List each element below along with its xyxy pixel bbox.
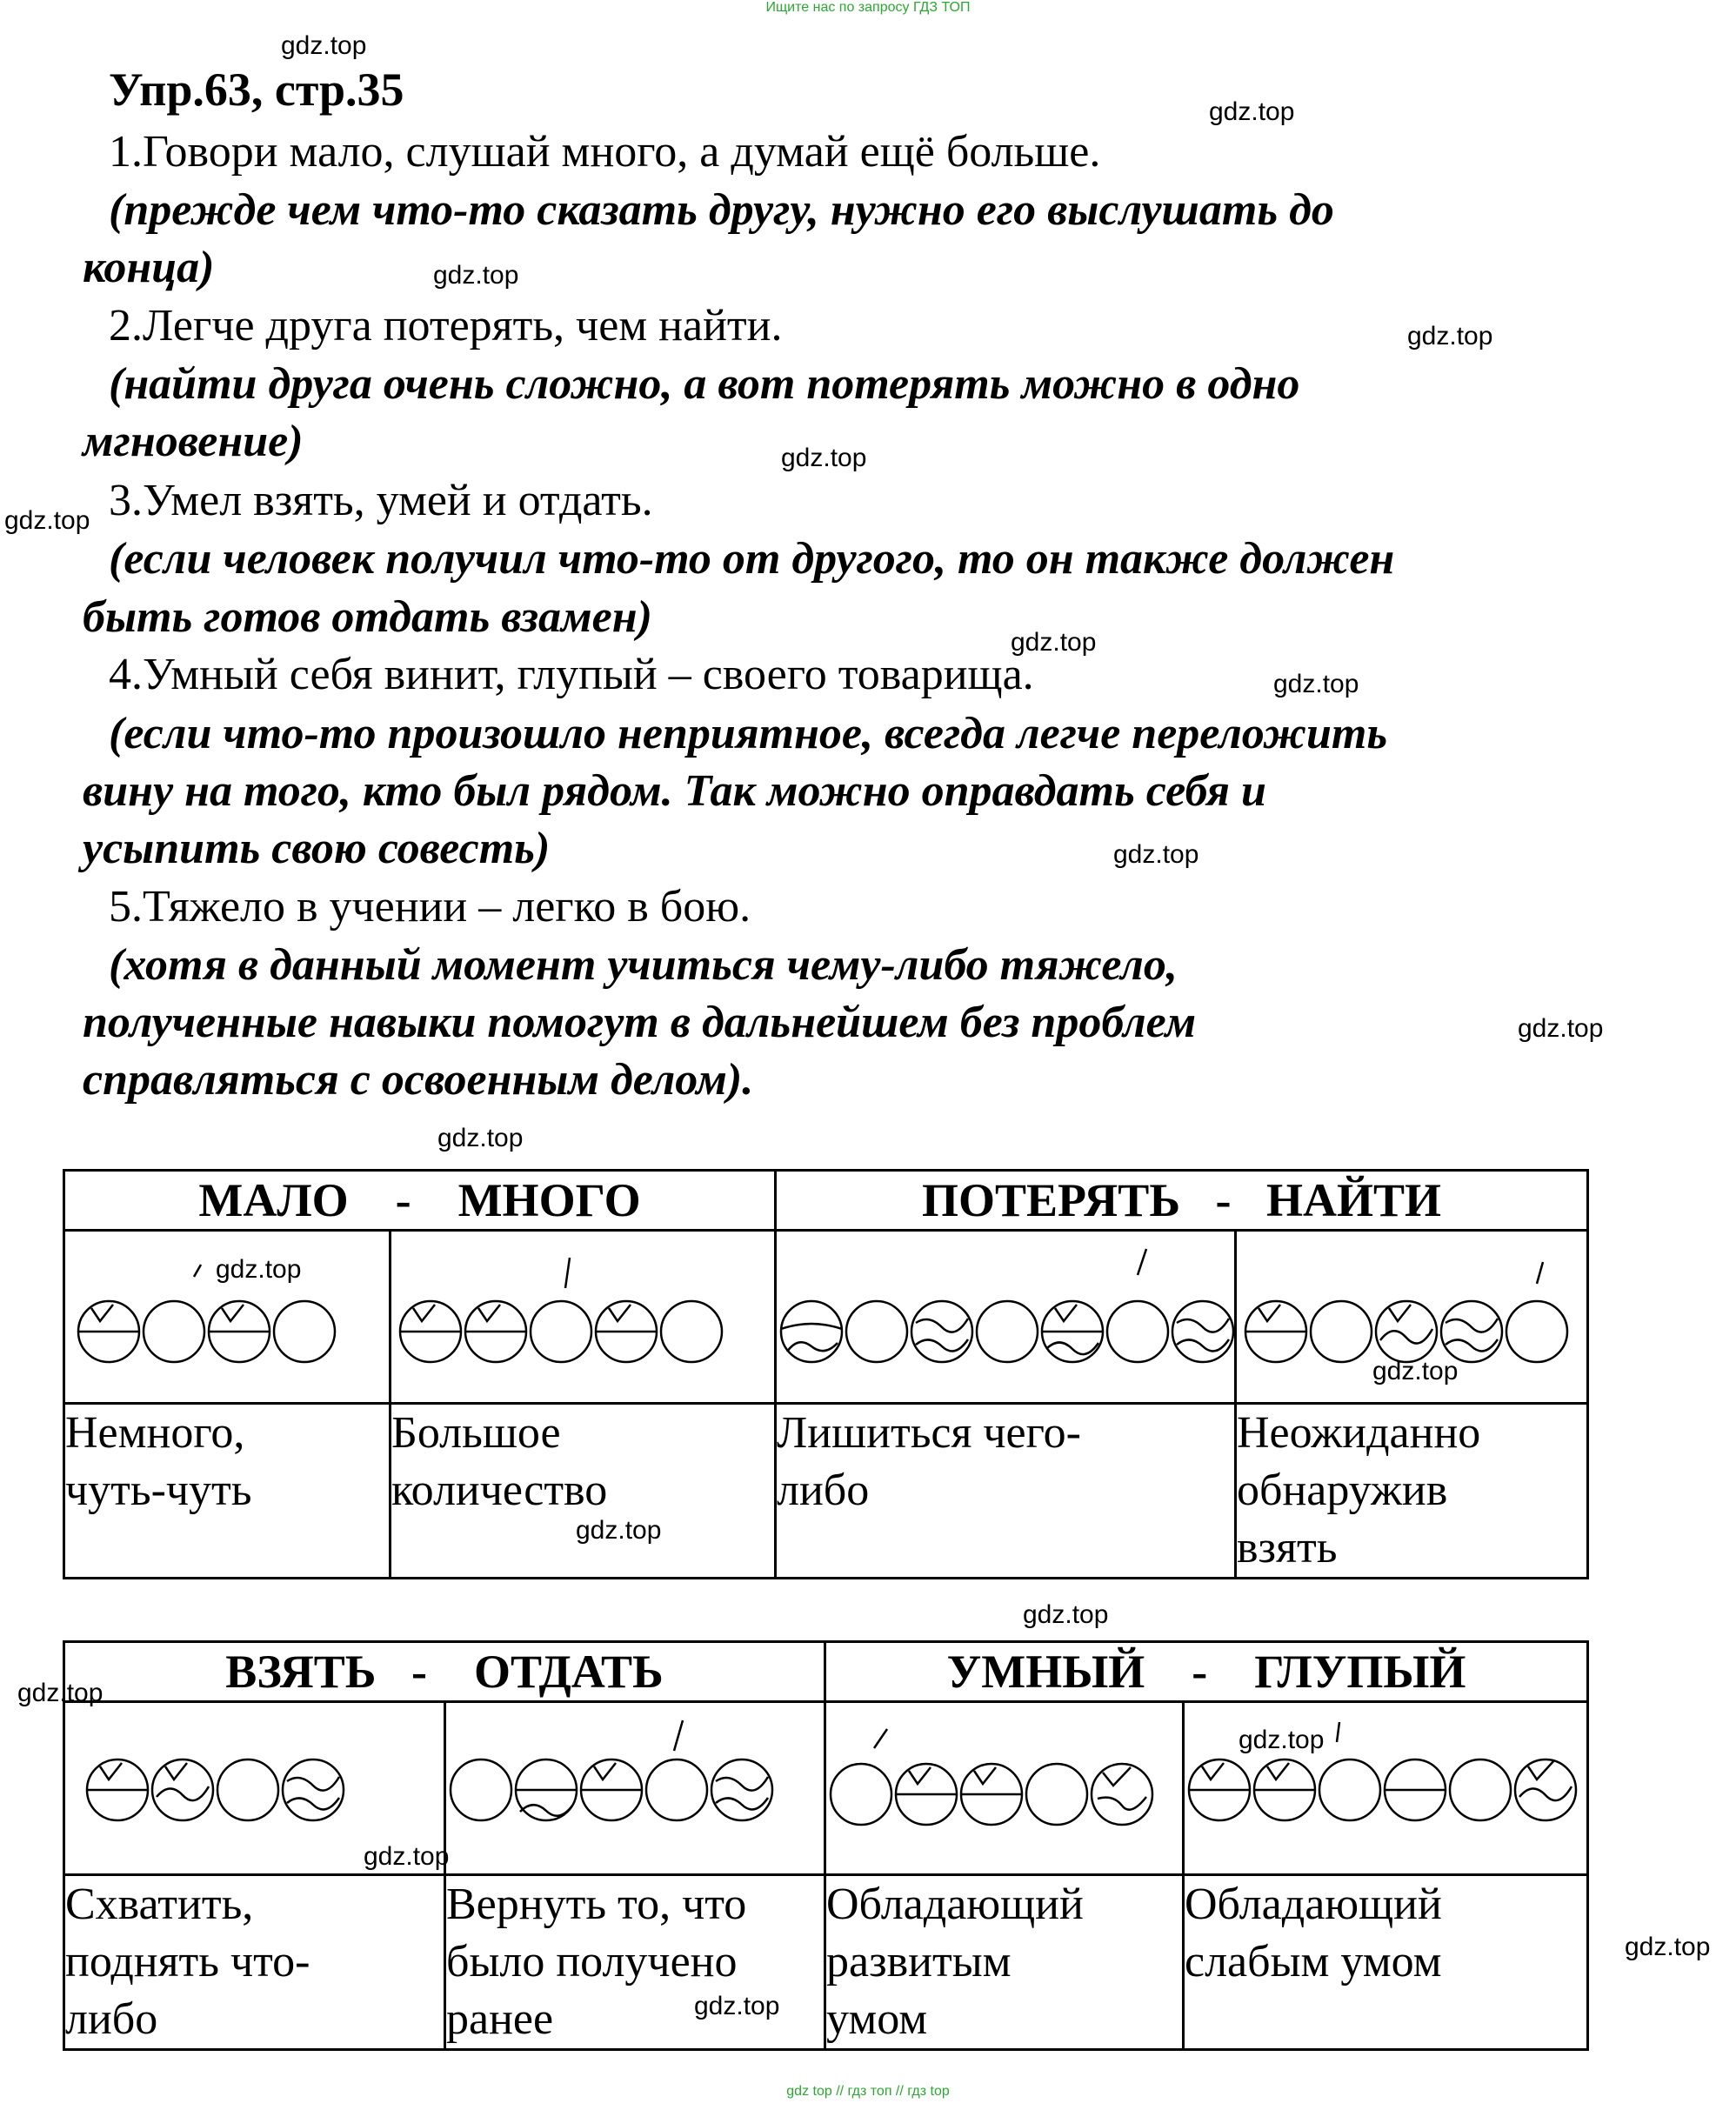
explanation-2-line-1: (найти друга очень сложно, а вот потерять можно в одно [109,359,1300,409]
definition-otdat-line-1: Вернуть то, что [446,1880,747,1929]
definition-poteryat-line-2: либо [777,1466,870,1515]
definition-vzyat-line-2: поднять что- [65,1937,310,1986]
watermark: gdz.top [433,261,519,290]
word-scheme-mnogo [391,1231,776,1404]
explanation-3-line-1: (если человек получил что-то от другого, то он также должен [109,534,1395,584]
watermark: gdz.top [1372,1357,1459,1386]
watermark: gdz.top [437,1124,524,1152]
proverb-2: 2.Легче друга потерять, чем найти. [109,301,783,351]
top-banner: Ищите нас по запросу ГДЗ ТОП [765,0,971,15]
morpheme-scheme-otdat [446,1703,826,1873]
watermark: gdz.top [281,31,367,60]
watermark: gdz.top [576,1516,662,1545]
definition-glupy [1184,1875,1588,2050]
definition-otdat-line-3: ранее [446,1994,554,2044]
morpheme-scheme-mnogo [391,1232,777,1402]
proverb-5: 5.Тяжело в учении – легко в бою. [109,882,751,931]
word-scheme-umny [825,1702,1184,1875]
explanation-1-line-1: (прежде чем что-то сказать другу, нужно его выслушать до [109,185,1334,235]
definition-vzyat-line-3: либо [65,1994,158,2044]
explanation-2-line-2: мгновение) [83,417,304,466]
watermark: gdz.top [1011,628,1097,657]
explanation-5-line-2: полученные навыки помогут в дальнейшем без проблем [83,998,1197,1047]
explanation-5-line-1: (хотя в данный момент учиться чему-либо тяжело, [109,940,1178,990]
definition-nayti [1236,1404,1588,1579]
table1-header-poteryat-nayti: ПОТЕРЯТЬ - НАЙТИ [776,1171,1588,1231]
proverb-1: 1.Говори мало, слушай много, а думай ещё больше. [109,127,1101,177]
definition-poteryat [776,1404,1236,1579]
definition-mnogo-line-2: количество [391,1466,608,1515]
definition-umny-line-2: развитым [826,1937,1012,1986]
morpheme-scheme-poteryat [777,1232,1237,1402]
definition-nayti-line-2: обнаружив [1237,1466,1448,1515]
proverb-4: 4.Умный себя винит, глупый – своего товарища. [109,650,1034,699]
definition-malo-line-1: Немного, [65,1408,245,1458]
word-scheme-poteryat [776,1231,1236,1404]
definition-umny [825,1875,1184,2050]
bottom-footer: gdz top // гдз топ // гдз top [786,2084,950,2099]
definition-glupy-line-2: слабым умом [1185,1937,1442,1986]
definition-nayti-line-3: взять [1237,1523,1338,1572]
explanation-1-line-2: конца) [83,243,215,292]
definition-poteryat-line-1: Лишиться чего- [777,1408,1081,1458]
definition-otdat-line-2: было получено [446,1937,738,1986]
watermark: gdz.top [4,506,90,535]
morpheme-scheme-umny [826,1703,1185,1873]
definition-glupy-line-1: Обладающий [1185,1880,1442,1929]
watermark: gdz.top [1518,1014,1604,1043]
definition-vzyat-line-1: Схватить, [65,1880,254,1929]
watermark: gdz.top [694,1992,780,2020]
watermark: gdz.top [1023,1600,1109,1629]
watermark: gdz.top [17,1679,103,1707]
definition-umny-line-3: умом [826,1994,928,2044]
definition-mnogo [391,1404,776,1579]
proverb-3: 3.Умел взять, умей и отдать. [109,476,653,525]
explanation-4-line-3: усыпить свою совесть) [83,824,551,873]
definition-mnogo-line-1: Большое [391,1408,561,1458]
explanation-3-line-2: быть готов отдать взамен) [83,592,652,642]
explanation-5-line-3: справляться с освоенным делом). [83,1055,754,1105]
table2-header-vzyat-otdat: ВЗЯТЬ - ОТДАТЬ [64,1642,825,1702]
watermark: gdz.top [1239,1726,1325,1754]
word-scheme-otdat [445,1702,825,1875]
watermark: gdz.top [1209,97,1295,126]
watermark: gdz.top [781,444,867,472]
definition-malo [64,1404,391,1579]
exercise-title: Упр.63, стр.35 [109,63,404,116]
definition-otdat [445,1875,825,2050]
antonym-table-2 [63,1640,1589,2051]
explanation-4-line-1: (если что-то произошло неприятное, всегда легче переложить [109,709,1388,758]
watermark: gdz.top [1407,322,1493,351]
table1-header-malo-mnogo: МАЛО - МНОГО [64,1171,776,1231]
antonym-table-1 [63,1169,1589,1579]
watermark: gdz.top [1273,670,1359,698]
watermark: gdz.top [1113,840,1199,869]
table2-header-umny-glupy: УМНЫЙ - ГЛУПЫЙ [825,1642,1588,1702]
watermark: gdz.top [216,1255,302,1284]
watermark: gdz.top [1625,1933,1711,1961]
explanation-4-line-2: вину на того, кто был рядом. Так можно оправдать себя и [83,766,1266,816]
definition-malo-line-2: чуть-чуть [65,1466,252,1515]
watermark: gdz.top [364,1842,450,1871]
definition-vzyat [64,1875,445,2050]
definition-umny-line-1: Обладающий [826,1880,1084,1929]
definition-nayti-line-1: Неожиданно [1237,1408,1481,1458]
